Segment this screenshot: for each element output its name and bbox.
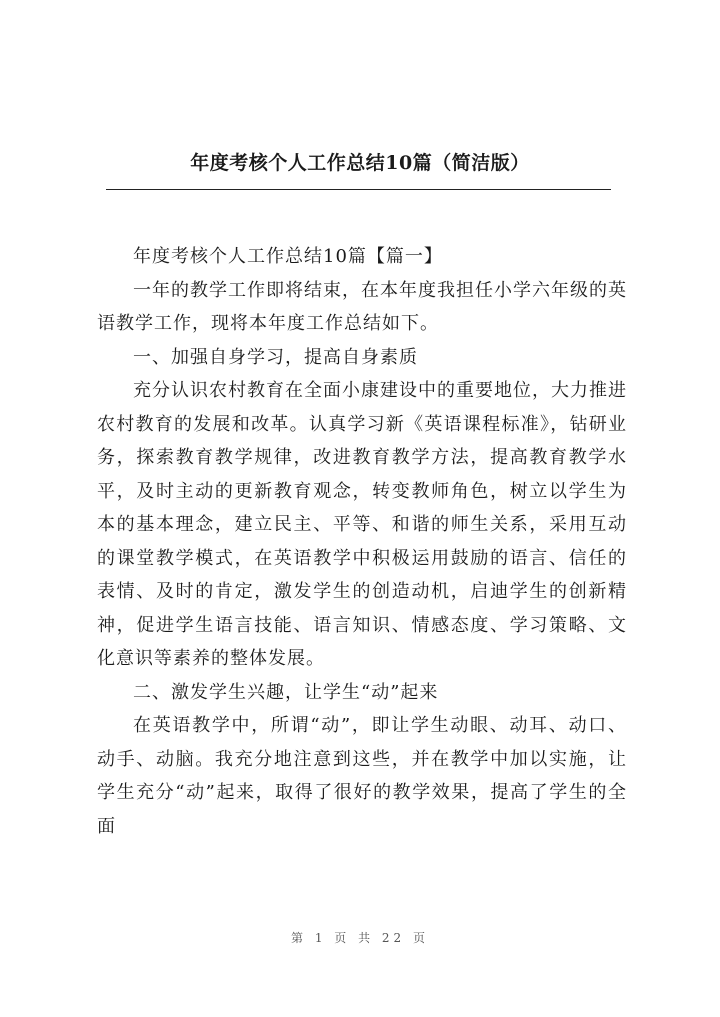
section-heading: 一、加强自身学习，提高自身素质 — [133, 346, 418, 368]
body-paragraph: 充分认识农村教育在全面小康建设中的重要地位，大力推进农村教育的发展和改革。认真学习新《英语课程标准》，钻研业务，探索教育教学规律，改进教育教学方法，提高教育教学水平，及时主动的更新教育观念，转变教师角色，树立以学生为本的基本理念，建立民主、平等、和谐的师生关系，采用互动的课堂教学模式，在英语教学中积极运用鼓励的语言、信任的表情、及时的肯定，激发学生的创造动机，启迪学生的创新精神，促进学生语言技能、语言知识、情感态度、学习策略、文化意识等素养的整体发展。 — [97, 380, 627, 669]
body-paragraph: 在英语教学中，所谓“动”，即让学生动眼、动耳、动口、动手、动脑。我充分地注意到这些，并在教学中加以实施，让学生充分“动”起来，取得了很好的教学效果，提高了学生的全面 — [97, 715, 627, 837]
page-number: 第 1 页 共 22 页 — [291, 931, 429, 945]
section-heading: 年度考核个人工作总结10篇【篇一】 — [133, 246, 443, 267]
title-divider — [106, 189, 611, 190]
section-heading: 二、激发学生兴趣，让学生“动”起来 — [133, 681, 439, 703]
body-paragraph: 一年的教学工作即将结束，在本年度我担任小学六年级的英语教学工作，现将本年度工作总结如下。 — [97, 279, 627, 334]
page-title: 年度考核个人工作总结10篇（简洁版） — [190, 152, 530, 174]
document-body — [97, 240, 627, 843]
